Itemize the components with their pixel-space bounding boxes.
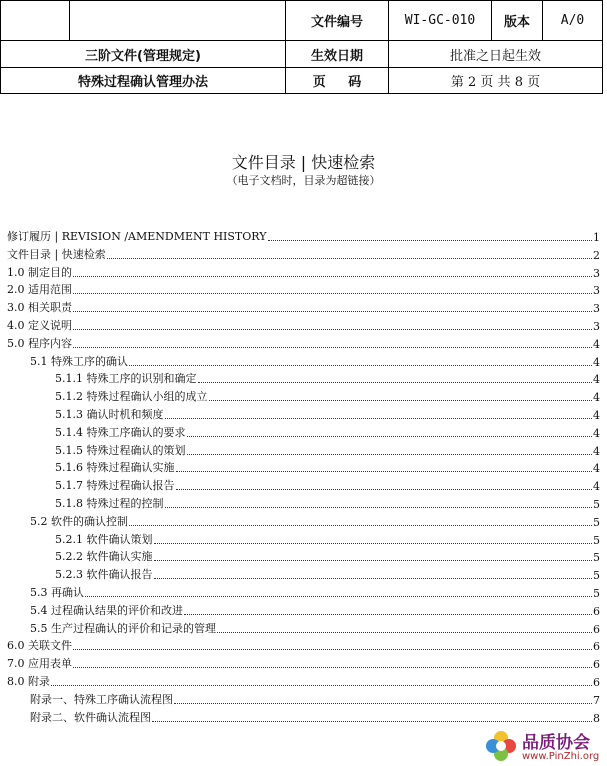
toc-entry[interactable] — [30, 513, 600, 529]
toc-entry-page: 6 — [593, 658, 600, 672]
toc-entry-page: 4 — [593, 373, 600, 387]
toc-entry-label: 文件目录 | 快速检索 — [7, 247, 106, 261]
toc-entry[interactable] — [55, 459, 600, 475]
toc-entry-page: 6 — [593, 640, 600, 654]
toc-entry-page: 6 — [593, 676, 600, 689]
flower-logo-icon — [484, 729, 518, 763]
toc-entry-label: 修订履历 | REVISION /AMENDMENT HISTORY — [7, 230, 267, 243]
toc-entry-label: 5.1.7 特殊过程确认报告 — [55, 479, 175, 493]
toc-entry-page: 4 — [593, 426, 600, 440]
header-blank-cell-1 — [0, 0, 70, 41]
toc-entry-page: 4 — [593, 409, 600, 422]
toc-entry-page: 4 — [593, 462, 600, 476]
toc-leader-dots — [165, 418, 593, 419]
document-header-table — [0, 0, 603, 94]
toc-leader-dots — [73, 329, 592, 330]
toc-entry-label: 5.1.6 特殊过程确认实施 — [55, 461, 175, 475]
toc-entry[interactable] — [7, 673, 600, 689]
toc-entry[interactable] — [55, 388, 600, 404]
toc-leader-dots — [107, 258, 592, 259]
toc-entry[interactable] — [30, 691, 600, 707]
toc-entry-page: 3 — [593, 302, 600, 316]
toc-leader-dots — [51, 685, 592, 686]
toc-entry-label: 5.5 生产过程确认的评价和记录的管理 — [30, 621, 216, 635]
toc-entry-page: 6 — [593, 622, 600, 636]
toc-entry[interactable] — [55, 531, 600, 547]
toc-entry-page: 5 — [593, 533, 600, 547]
toc-leader-dots — [187, 454, 593, 455]
pinzhi-logo — [484, 725, 607, 766]
toc-leader-dots — [268, 240, 593, 241]
toc-entry-label: 5.1 特殊工序的确认 — [30, 354, 128, 368]
toc-leader-dots — [184, 614, 592, 615]
toc-leader-dots — [73, 347, 592, 348]
toc-entry-label: 2.0 适用范围 — [7, 283, 72, 297]
toc-leader-dots — [129, 525, 592, 526]
toc-entry-label: 8.0 附录 — [7, 675, 50, 688]
toc-leader-dots — [154, 560, 593, 561]
toc-entry-page: 8 — [593, 711, 600, 725]
toc-entry-page: 5 — [593, 498, 600, 511]
toc-entry[interactable] — [55, 424, 600, 440]
effective-date-label: 生效日期 — [285, 40, 389, 68]
toc-entry-label: 7.0 应用表单 — [7, 657, 72, 671]
version-label: 版本 — [491, 0, 543, 41]
toc-entry[interactable] — [55, 406, 600, 422]
toc-leader-dots — [187, 436, 593, 437]
toc-leader-dots — [154, 578, 593, 579]
toc-leader-dots — [85, 596, 592, 597]
toc-entry[interactable] — [7, 335, 600, 351]
toc-entry-page: 2 — [593, 248, 600, 262]
toc-leader-dots — [217, 632, 592, 633]
toc-entry[interactable] — [55, 442, 600, 458]
toc-entry[interactable] — [55, 495, 600, 511]
logo-url: www.PinZhi.org — [522, 751, 600, 762]
toc-entry-page: 4 — [593, 337, 600, 351]
toc-subtitle: （电子文档时，目录为超链接） — [226, 174, 381, 187]
toc-entry-page: 5 — [593, 569, 600, 583]
toc-entry[interactable] — [7, 228, 600, 244]
toc-entry-page: 4 — [593, 444, 600, 458]
toc-entry[interactable] — [30, 584, 600, 600]
toc-entry[interactable] — [55, 477, 600, 493]
toc-entry[interactable] — [30, 709, 600, 725]
toc-entry[interactable] — [30, 602, 600, 618]
toc-entry-label: 5.1.1 特殊工序的识别和确定 — [55, 372, 197, 386]
toc-leader-dots — [73, 293, 592, 294]
toc-entry-label: 5.1.3 确认时机和频度 — [55, 408, 164, 421]
header-blank-cell-2 — [69, 0, 286, 41]
toc-entry[interactable] — [7, 246, 600, 262]
toc-leader-dots — [174, 703, 592, 704]
toc-entry-label: 5.1.8 特殊过程的控制 — [55, 497, 164, 510]
version-value: A/0 — [542, 0, 603, 41]
doc-no-label: 文件编号 — [285, 0, 389, 41]
toc-entry-page: 6 — [593, 604, 600, 618]
toc-entry-page: 1 — [593, 231, 600, 244]
toc-leader-dots — [152, 721, 592, 722]
toc-leader-dots — [73, 649, 592, 650]
toc-leader-dots — [129, 365, 592, 366]
toc-entry-page: 3 — [593, 266, 600, 280]
toc-entry[interactable] — [7, 317, 600, 333]
toc-entry-page: 3 — [593, 320, 600, 333]
toc-entry-label: 6.0 关联文件 — [7, 639, 72, 653]
doc-title: 特殊过程确认管理办法 — [0, 67, 286, 94]
toc-entry[interactable] — [30, 620, 600, 636]
toc-entry-label: 1.0 制定目的 — [7, 265, 72, 279]
toc-leader-dots — [73, 667, 592, 668]
toc-entry-label: 5.1.5 特殊过程确认的策划 — [55, 443, 186, 457]
toc-entry[interactable] — [7, 264, 600, 280]
toc-entry-label: 5.1.4 特殊工序确认的要求 — [55, 425, 186, 439]
toc-title: 文件目录 | 快速检索 — [231, 153, 376, 172]
doc-no-value: WI-GC-010 — [388, 0, 492, 41]
toc-entry-label: 附录一、特殊工序确认流程图 — [30, 692, 173, 706]
toc-entry[interactable] — [7, 637, 600, 653]
toc-entry[interactable] — [7, 299, 600, 315]
toc-leader-dots — [198, 382, 593, 383]
toc-entry-page: 4 — [593, 391, 600, 405]
toc-entry-page: 7 — [593, 693, 600, 707]
toc-leader-dots — [209, 400, 593, 401]
toc-leader-dots — [176, 489, 593, 490]
toc-entry-label: 5.0 程序内容 — [7, 336, 72, 350]
logo-name: 品质协会 — [522, 733, 590, 753]
toc-entry-label: 5.4 过程确认结果的评价和改进 — [30, 603, 183, 617]
toc-entry[interactable] — [55, 566, 600, 582]
effective-date-value: 批准之日起生效 — [388, 40, 603, 68]
toc-entry-label: 附录二、软件确认流程图 — [30, 710, 151, 724]
toc-entry-label: 3.0 相关职责 — [7, 301, 72, 315]
toc-entry-label: 5.2.2 软件确认实施 — [55, 550, 153, 564]
toc-entry[interactable] — [7, 655, 600, 671]
toc-entry-page: 5 — [593, 587, 600, 600]
toc-leader-dots — [73, 276, 592, 277]
page-label: 页 码 — [285, 67, 389, 94]
toc-entry-page: 4 — [593, 480, 600, 494]
toc-entry-label: 5.2 软件的确认控制 — [30, 514, 128, 528]
level-title: 三阶文件(管理规定) — [0, 40, 286, 68]
page-value: 第 2 页 共 8 页 — [388, 67, 603, 94]
toc-leader-dots — [165, 507, 593, 508]
toc-entry[interactable] — [55, 370, 600, 386]
toc-entry-label: 5.1.2 特殊过程确认小组的成立 — [55, 390, 208, 404]
toc-entry-label: 4.0 定义说明 — [7, 319, 72, 332]
toc-entry[interactable] — [30, 353, 600, 369]
toc-entry[interactable] — [7, 281, 600, 297]
toc-entry-label: 5.2.3 软件确认报告 — [55, 568, 153, 582]
toc-leader-dots — [154, 543, 593, 544]
toc-entry-page: 5 — [593, 551, 600, 565]
toc-entry[interactable] — [55, 548, 600, 564]
toc-entry-page: 3 — [593, 284, 600, 298]
toc-leader-dots — [176, 471, 593, 472]
toc-entry-page: 4 — [593, 355, 600, 369]
toc-entry-label: 5.2.1 软件确认策划 — [55, 532, 153, 546]
toc-entry-label: 5.3 再确认 — [30, 586, 84, 599]
toc-leader-dots — [73, 311, 592, 312]
toc-entry-page: 5 — [593, 515, 600, 529]
